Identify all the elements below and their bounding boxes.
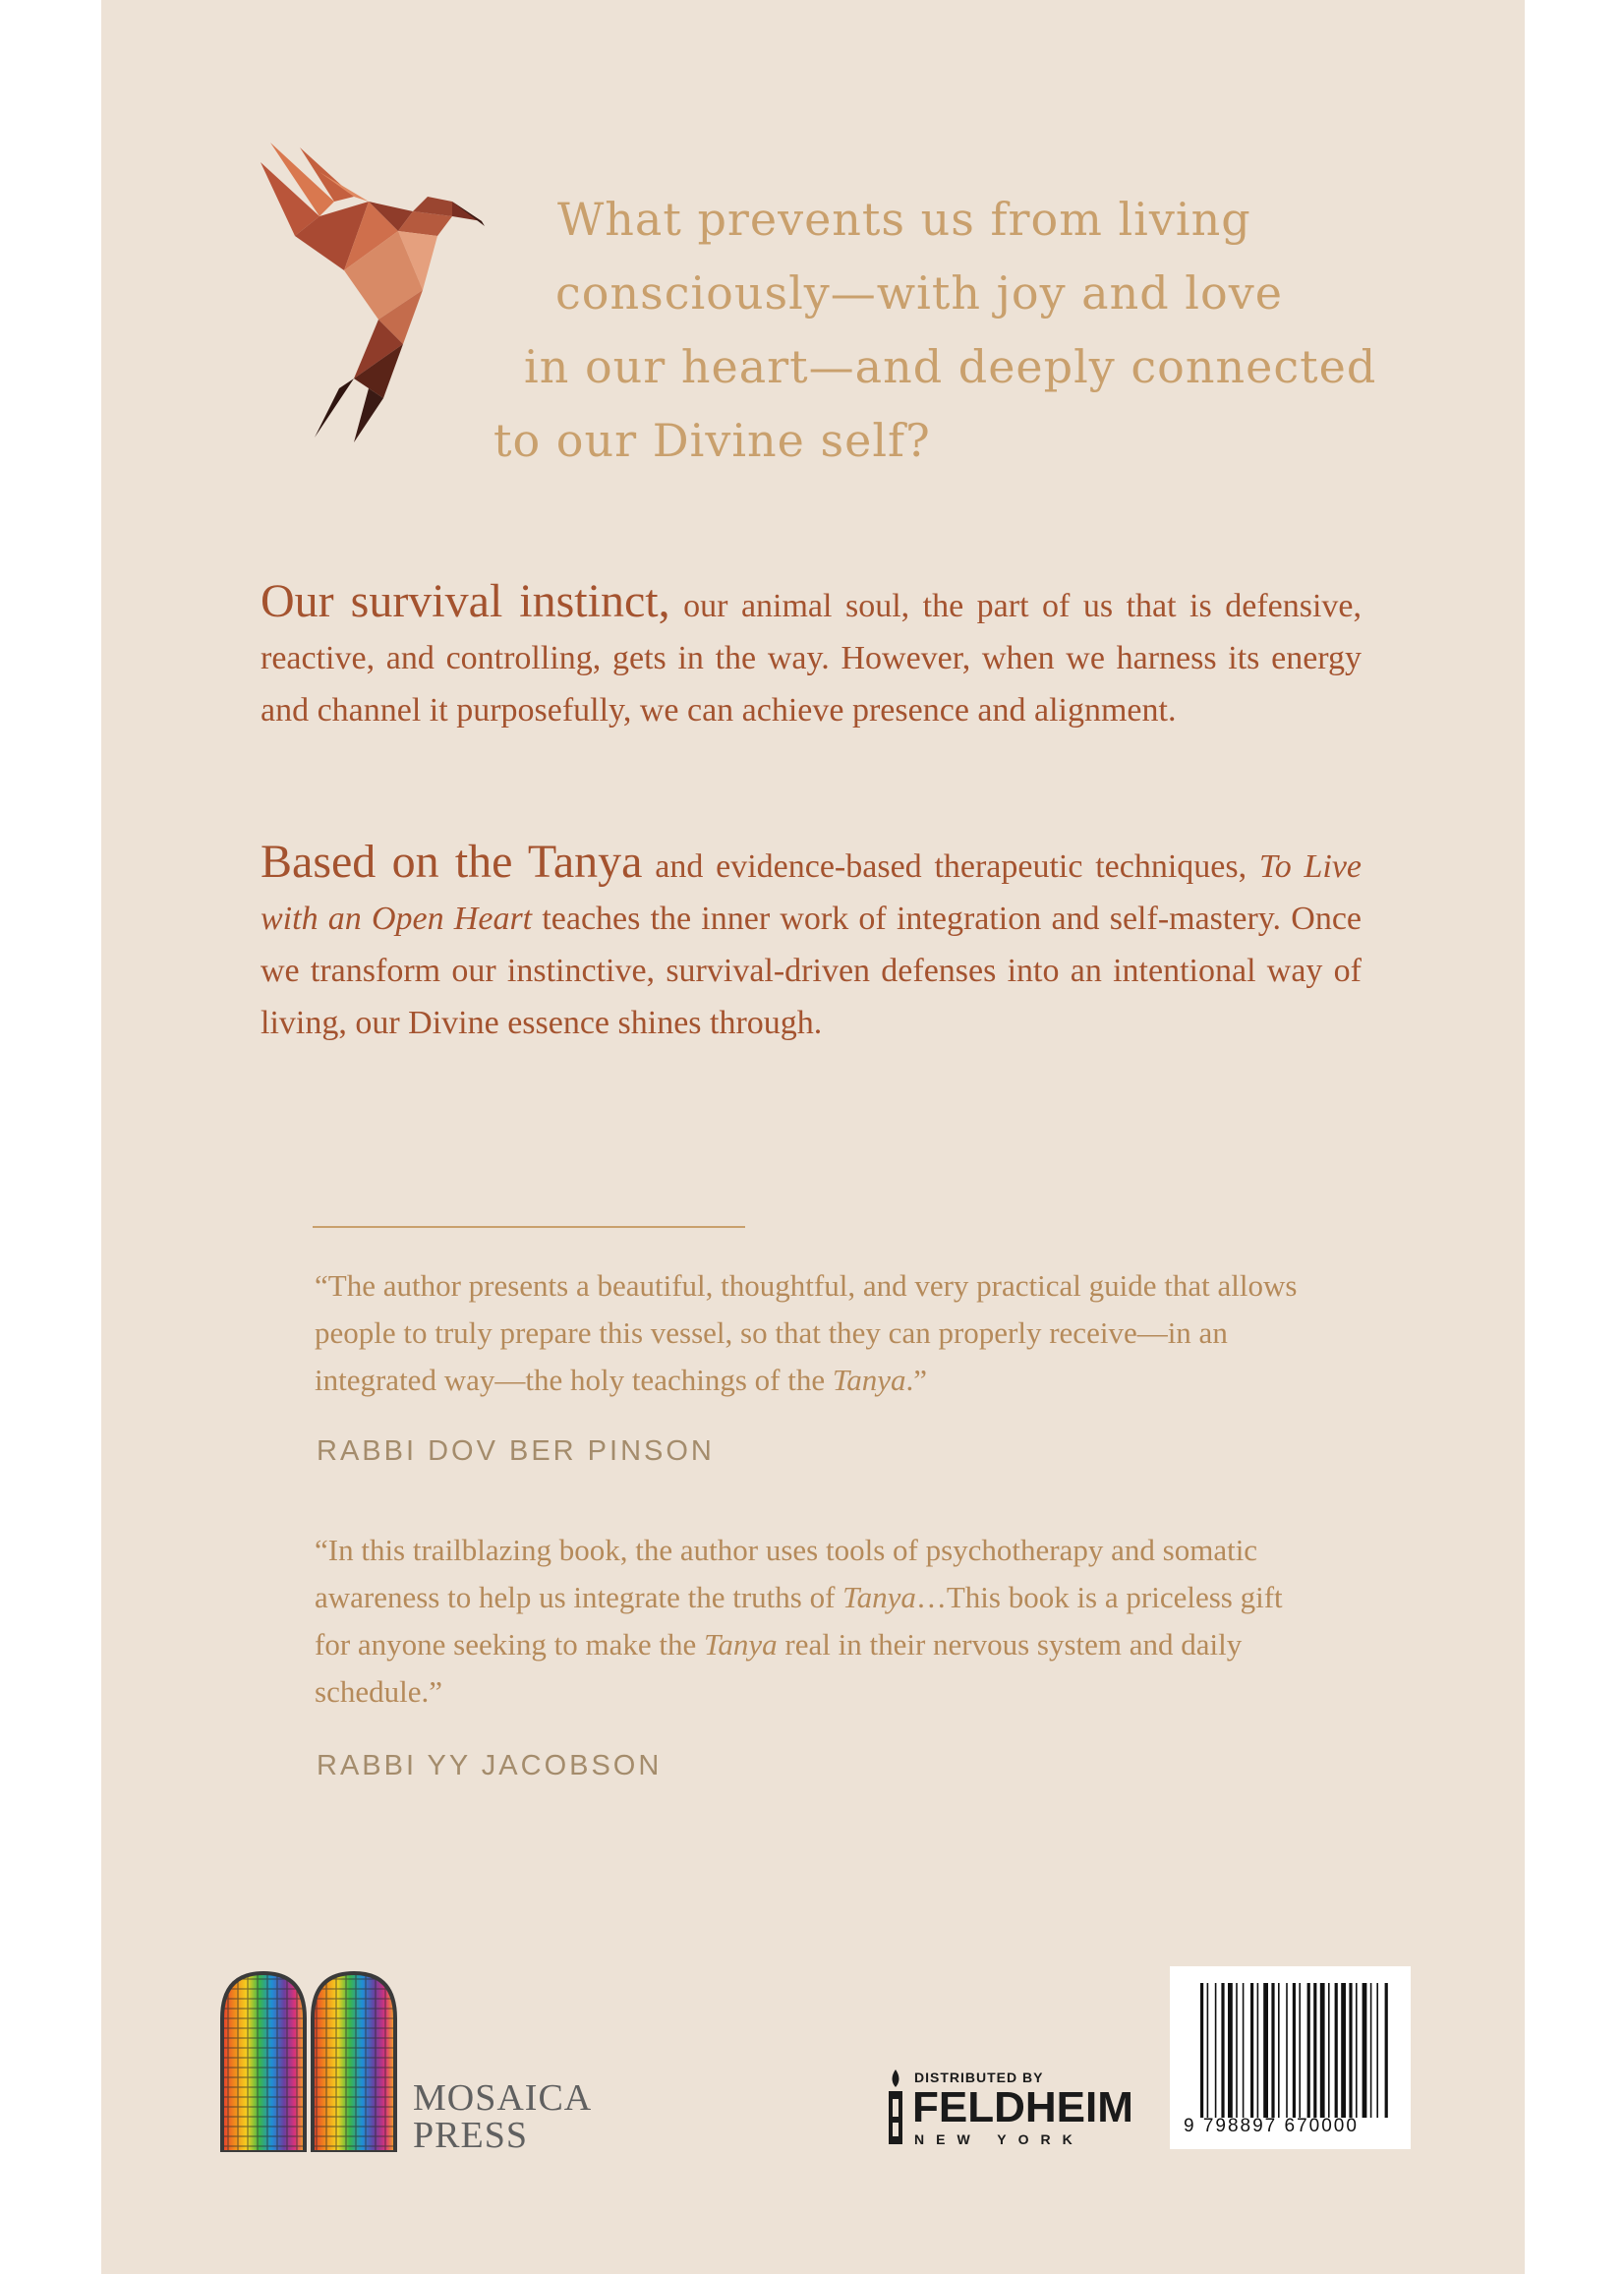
intro-line-4: to our Divine self? (493, 414, 931, 467)
publisher-name: MOSAICA PRESS (413, 2077, 593, 2156)
feldheim-distributor-logo: DISTRIBUTED BY FELDHEIM NEW YORK (883, 2070, 1119, 2148)
barcode-bar (1349, 1983, 1352, 2118)
barcode-bar (1313, 1983, 1316, 2118)
paragraph-lead-in: Our survival instinct, (261, 575, 670, 627)
origami-bird-illustration (261, 143, 516, 447)
endorsement-attribution-2: RABBI YY JACOBSON (317, 1750, 663, 1781)
barcode-bar (1286, 1983, 1288, 2118)
barcode-bar (1328, 1983, 1330, 2118)
barcode-bar (1243, 1983, 1245, 2118)
intro-line-3: in our heart—and deeply connected (524, 340, 1377, 393)
body-paragraph-1 (261, 575, 1362, 736)
paragraph-text: and evidence-based therapeutic techniques, (642, 848, 1259, 885)
isbn-barcode (1170, 1966, 1411, 2149)
paragraph-lead-in: Based on the Tanya (261, 836, 643, 888)
barcode-bar (1200, 1983, 1203, 2118)
barcode-bar (1250, 1983, 1253, 2118)
endorsement-quote-2: “In this trailblazing book, the author uses tools of psychotherapy and somatic awareness to help us integrate the truths of Tanya…This book is a priceless gift for anyone seeking to make the Tanya real in their nervous system and daily schedule.” (315, 1533, 1283, 1709)
barcode-bar (1228, 1983, 1233, 2118)
barcode-bar (1356, 1983, 1358, 2118)
barcode-bar (1299, 1983, 1301, 2118)
barcode-bar (1263, 1983, 1268, 2118)
barcode-bar (1278, 1983, 1280, 2118)
barcode-bars (1200, 1983, 1397, 2118)
body-paragraph-2 (261, 836, 1362, 1049)
barcode-bar (1221, 1983, 1224, 2118)
barcode-bar (1215, 1983, 1217, 2118)
candle-icon (883, 2070, 908, 2148)
barcode-bar (1385, 1983, 1388, 2118)
divider-rule (313, 1226, 745, 1228)
barcode-bar (1335, 1983, 1338, 2118)
barcode-bar (1271, 1983, 1274, 2118)
barcode-bar (1207, 1983, 1209, 2118)
paragraph-text: teaches the inner work of integration and self-mastery. Once we transform our instinctive, survival-driven defenses into an intentional way of living, our Divine essence shines through. (261, 901, 1362, 1041)
endorsement-attribution-1: RABBI DOV BER PINSON (317, 1435, 715, 1467)
intro-line-1: What prevents us from living (557, 193, 1251, 246)
barcode-bar (1370, 1983, 1372, 2118)
barcode-bar (1307, 1983, 1310, 2118)
book-title-italic: To Live with an Open Heart (261, 848, 1363, 937)
barcode-bar (1341, 1983, 1346, 2118)
barcode-digits: 9 798897 670000 (1184, 2116, 1359, 2136)
mosaica-press-logo (218, 1969, 399, 2152)
barcode-bar (1363, 1983, 1367, 2118)
barcode-bar (1376, 1983, 1378, 2118)
barcode-bar (1236, 1983, 1238, 2118)
paragraph-text: our animal soul, the part of us that is defensive, reactive, and controlling, gets in the way. However, when we harness its energy and channel it purposefully, we can achieve presence and alignment. (261, 588, 1363, 729)
barcode-bar (1293, 1983, 1296, 2118)
barcode-bar (1320, 1983, 1325, 2118)
barcode-bar (1257, 1983, 1259, 2118)
intro-line-2: consciously—with joy and love (555, 266, 1283, 320)
endorsement-quote-1: “The author presents a beautiful, thoughtful, and very practical guide that allows people to truly prepare this vessel, so that they can properly receive—in an integrated way—the holy teachings of the Tanya.” (315, 1268, 1298, 1397)
